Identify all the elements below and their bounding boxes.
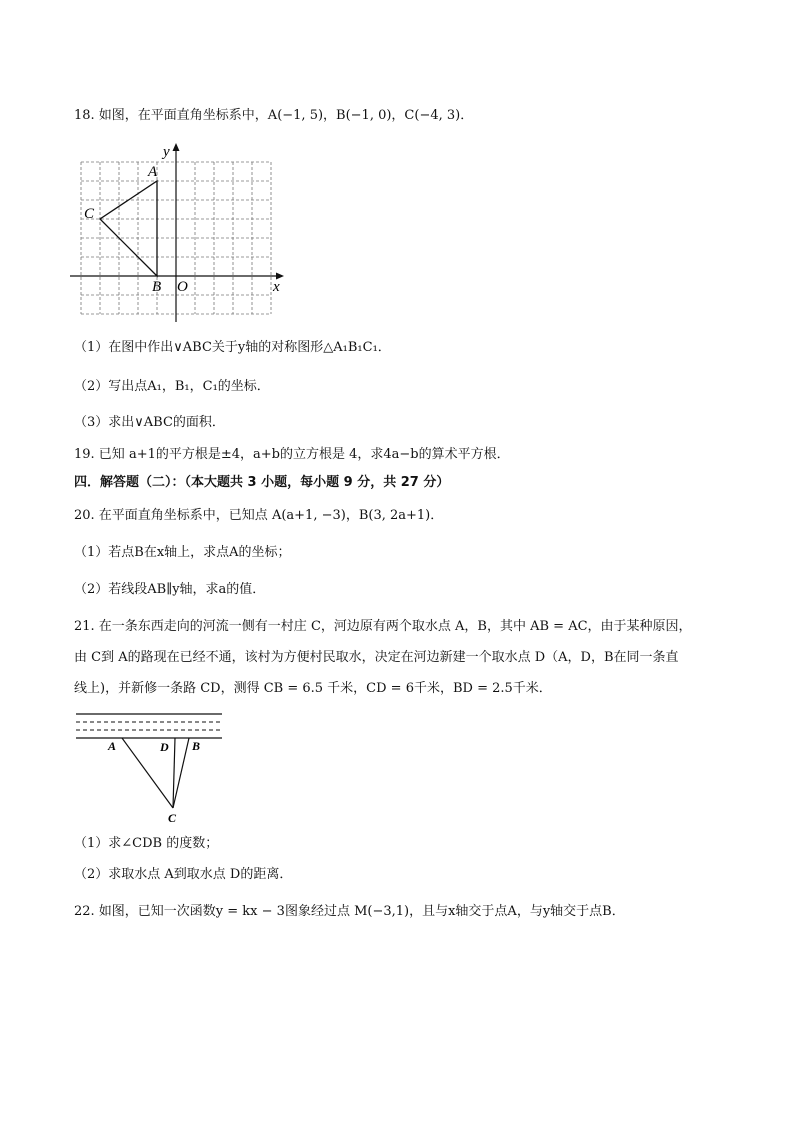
q18-label-y: y: [163, 144, 170, 160]
q20-part2: （2）若线段AB∥y轴，求a的值．: [74, 582, 266, 597]
q18-part2: （2）写出点A₁，B₁，C₁的坐标．: [74, 379, 270, 394]
q22-stem: 22. 如图，已知一次函数y = kx − 3图象经过点 M(−3,1)，且与x轴交于点A，与y轴交于点B．: [74, 904, 625, 919]
q21-part1: （1）求∠CDB 的度数；: [74, 836, 219, 851]
q20-part1: （1）若点B在x轴上，求点A的坐标；: [74, 545, 291, 560]
q18-part1: （1）在图中作出∨ABC关于y轴的对称图形△A₁B₁C₁．: [74, 340, 391, 355]
q18-label-x: x: [273, 279, 280, 295]
q20-stem: 20. 在平面直角坐标系中，已知点 A(a+1, −3)，B(3, 2a+1)．: [74, 508, 444, 523]
q21-river-figure: [72, 710, 228, 830]
q18-label-o: O: [177, 279, 188, 295]
q18-part3: （3）求出∨ABC的面积．: [74, 415, 225, 430]
q21-line3: 线上)，并新修一条路 CD，测得 CB = 6.5 千米，CD = 6千米，BD = 2.5千米．: [74, 681, 552, 696]
q21-segment-bc: [173, 738, 189, 808]
q19-stem: 19. 已知 a+1的平方根是±4，a+b的立方根是 4，求4a−b的算术平方根．: [74, 447, 510, 462]
q18-label-c: C: [84, 206, 95, 222]
q18-label-b: B: [152, 279, 162, 295]
q18-stem: 18. 如图，在平面直角坐标系中，A(−1, 5)，B(−1, 0)，C(−4, 3)．: [74, 108, 474, 123]
q21-line2: 由 C到 A的路现在已经不通，该村为方便村民取水，决定在河边新建一个取水点 D（A，D，B在同一条直: [74, 650, 679, 665]
q18-label-a: A: [148, 164, 158, 180]
q21-label-a: A: [108, 739, 117, 753]
q18-triangle-abc: [100, 181, 157, 276]
q18-coordinate-figure: [70, 140, 290, 326]
q21-label-c: C: [168, 811, 177, 825]
section-4-title: 四．解答题（二）：（本大题共 3 小题，每小题 9 分，共 27 分）: [74, 475, 450, 490]
q21-label-d: D: [160, 740, 169, 754]
q21-line1: 21. 在一条东西走向的河流一侧有一村庄 C，河边原有两个取水点 A，B，其中 AB = AC，由于某种原因，: [74, 619, 692, 634]
q18-y-arrow: [173, 143, 180, 151]
q21-label-b: B: [192, 739, 201, 753]
q21-segment-dc: [173, 738, 175, 808]
q21-part2: （2）求取水点 A到取水点 D的距离．: [74, 867, 293, 882]
